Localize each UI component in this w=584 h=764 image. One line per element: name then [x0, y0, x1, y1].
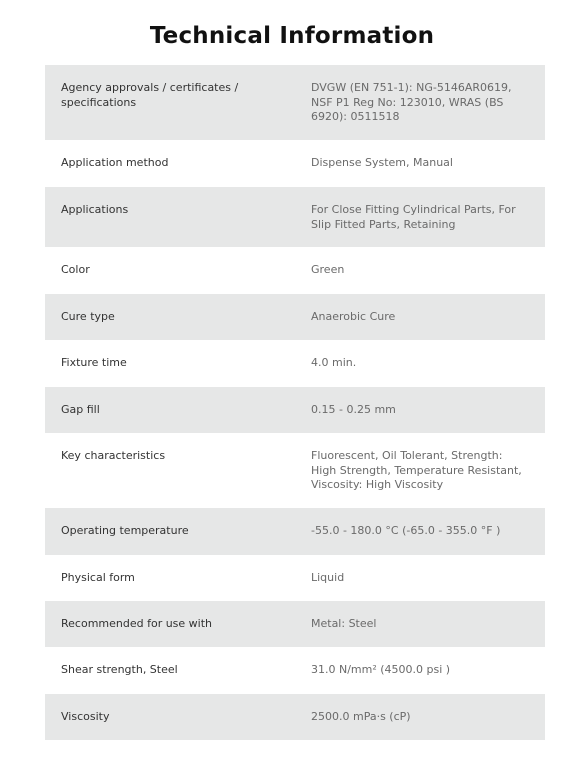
- row-label: Viscosity: [45, 694, 295, 740]
- table-row: [45, 340, 545, 387]
- row-value: Fluorescent, Oil Tolerant, Strength: High Strength, Temperature Resistant, Viscosity: High Viscosity: [295, 433, 545, 508]
- table-row: [45, 433, 545, 508]
- table-row: [45, 555, 545, 601]
- row-value: Green: [295, 247, 545, 294]
- table-row: [45, 694, 545, 740]
- row-label: Recommended for use with: [45, 601, 295, 647]
- row-label: Cure type: [45, 294, 295, 340]
- row-value: DVGW (EN 751-1): NG-5146AR0619, NSF P1 Reg No: 123010, WRAS (BS 6920): 0511518: [295, 65, 545, 140]
- row-label: Agency approvals / certificates / specifications: [45, 65, 295, 140]
- row-value: For Close Fitting Cylindrical Parts, For Slip Fitted Parts, Retaining: [295, 187, 545, 247]
- table-row: [45, 508, 545, 555]
- row-label: Fixture time: [45, 340, 295, 387]
- row-value: Dispense System, Manual: [295, 140, 545, 187]
- row-label: Application method: [45, 140, 295, 187]
- table-row: [45, 647, 545, 694]
- row-value: Liquid: [295, 555, 545, 601]
- table-row: [45, 601, 545, 647]
- row-value: -55.0 - 180.0 °C (-65.0 - 355.0 °F ): [295, 508, 545, 555]
- row-label: Key characteristics: [45, 433, 295, 508]
- table-row: [45, 247, 545, 294]
- table-row: [45, 294, 545, 340]
- row-label: Shear strength, Steel: [45, 647, 295, 694]
- row-value: Anaerobic Cure: [295, 294, 545, 340]
- row-value: 0.15 - 0.25 mm: [295, 387, 545, 433]
- row-value: 31.0 N/mm² (4500.0 psi ): [295, 647, 545, 694]
- page-title: Technical Information: [149, 23, 435, 49]
- row-value: Metal: Steel: [295, 601, 545, 647]
- row-label: Color: [45, 247, 295, 294]
- row-label: Gap fill: [45, 387, 295, 433]
- table-row: [45, 65, 545, 140]
- row-label: Physical form: [45, 555, 295, 601]
- row-label: Operating temperature: [45, 508, 295, 555]
- table-row: [45, 387, 545, 433]
- row-label: Applications: [45, 187, 295, 247]
- row-value: 4.0 min.: [295, 340, 545, 387]
- technical-information-table: [45, 65, 545, 740]
- table-row: [45, 140, 545, 187]
- table-row: [45, 187, 545, 247]
- row-value: 2500.0 mPa·s (cP): [295, 694, 545, 740]
